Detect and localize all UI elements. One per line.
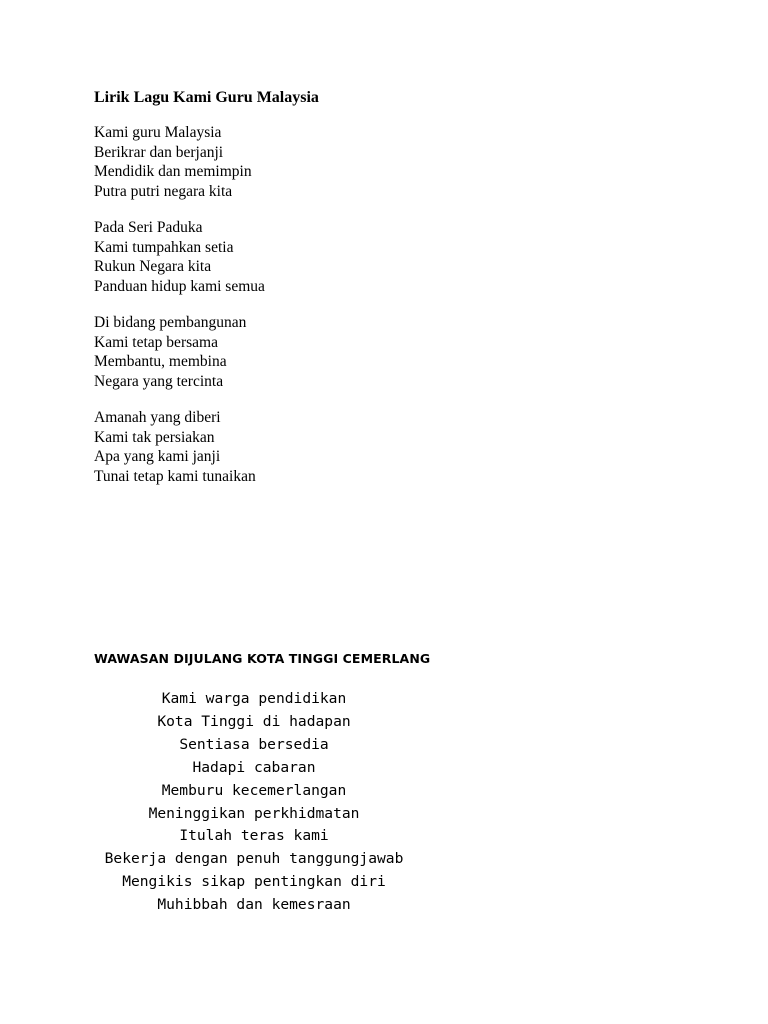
lyric-line: Memburu kecemerlangan [161,781,347,799]
song-kami-guru-malaysia [94,88,694,503]
lyric-line: Pada Seri Paduka [94,219,203,236]
lyric-line: Rukun Negara kita [94,258,212,275]
lyric-line: Mengikis sikap pentingkan diri [122,873,386,891]
lyric-line: Itulah teras kami [179,827,329,845]
lyric-line: Apa yang kami janji [94,448,221,465]
lyric-line: Kami tetap bersama [94,333,218,351]
lyric-line: Kota Tinggi di hadapan [157,712,351,730]
song1-title: Lirik Lagu Kami Guru Malaysia [94,89,319,106]
lyric-line: Kami tumpahkan setia [94,238,234,256]
lyric-line: Bekerja dengan penuh tanggungjawab [104,850,404,868]
lyric-line: Putra putri negara kita [94,182,233,200]
lyric-line: Di bidang pembangunan [94,314,247,331]
lyric-line: Mendidik dan memimpin [94,163,252,180]
lyric-line: Panduan hidup kami semua [94,277,265,295]
stanza-1 [94,123,694,201]
lyric-line: Kami guru Malaysia [94,124,222,141]
lyric-line: Meninggikan perkhidmatan [148,804,360,822]
lyric-line: Kami tak persiakan [94,428,215,446]
stanza-4 [94,408,694,486]
lyric-line: Negara yang tercinta [94,372,224,390]
stanza-2 [94,218,694,296]
lyric-line: Amanah yang diberi [94,409,221,426]
lyric-line: Berikrar dan berjanji [94,143,224,161]
lyric-line: Hadapi cabaran [192,758,316,776]
lyric-line: Sentiasa bersedia [179,735,329,753]
song2-title: WAWASAN DIJULANG KOTA TINGGI CEMERLANG [94,651,431,666]
song2-verse [94,688,414,917]
song-wawasan-kota-tinggi [94,650,694,914]
lyric-line: Muhibbah dan kemesraan [157,896,351,914]
stanza-3 [94,313,694,391]
lyric-line: Tunai tetap kami tunaikan [94,467,256,485]
lyric-line: Kami warga pendidikan [161,690,347,707]
lyric-line: Membantu, membina [94,353,227,370]
